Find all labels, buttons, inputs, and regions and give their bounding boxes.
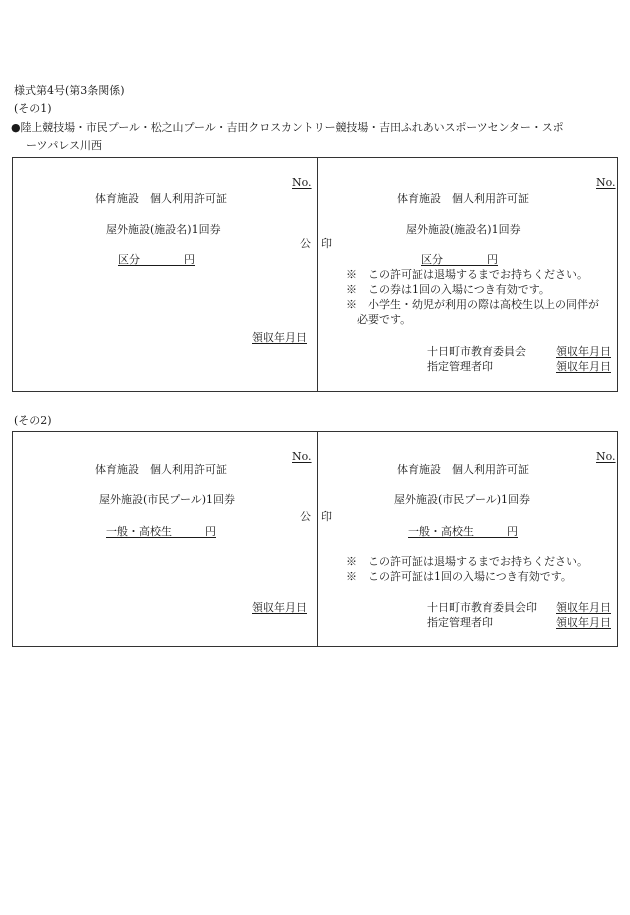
facilities-line-2: ーツパレス川西 [26,139,103,152]
ticket-1-right-no: No. [596,176,616,189]
ticket-1-right-receipt-date-2: 領収年月日 [556,360,611,373]
form-number: 様式第4号(第3条関係) [14,84,125,97]
part2-label: (その2) [14,414,52,427]
ticket-2-manager: 指定管理者印 [427,616,493,629]
ticket-2-stamp-right: 印 [321,510,332,523]
ticket-2-right-no: No. [596,450,616,463]
ticket-1-stamp-left: 公 [300,237,311,250]
ticket-2-right-receipt-date-1: 領収年月日 [556,601,611,614]
ticket-2-left-title: 体育施設 個人利用許可証 [95,463,227,476]
ticket-1-left-ticket-type: 屋外施設(施設名)1回券 [106,223,221,236]
ticket-2-left-no: No. [292,450,312,463]
ticket-2 [12,431,618,647]
ticket-1-stamp-right: 印 [321,237,332,250]
note-item: 必要です。 [346,312,412,326]
ticket-2-left-receipt-date: 領収年月日 [252,601,307,614]
note-item: ※ この許可証は1回の入場につき有効です。 [346,569,572,583]
ticket-2-right-title: 体育施設 個人利用許可証 [397,463,529,476]
ticket-2-left-ticket-type: 屋外施設(市民プール)1回券 [99,493,236,506]
ticket-1-right-fee: 区分 円 [421,253,498,266]
ticket-2-divider [317,432,318,646]
ticket-1-divider [317,158,318,391]
ticket-1-left-receipt-date: 領収年月日 [252,331,307,344]
ticket-1-right-title: 体育施設 個人利用許可証 [397,192,529,205]
note-item: ※ この券は1回の入場につき有効です。 [346,282,550,296]
ticket-1-left-fee: 区分 円 [118,253,195,266]
part1-label: (その1) [14,102,52,115]
ticket-2-issuer: 十日町市教育委員会印 [427,601,537,614]
ticket-1-left-title: 体育施設 個人利用許可証 [95,192,227,205]
facilities-line-1: ●陸上競技場・市民プール・松之山プール・吉田クロスカントリー競技場・吉田ふれあいスポーツセンター・スポ [11,121,564,134]
note-item: ※ この許可証は退場するまでお持ちください。 [346,555,588,568]
ticket-2-stamp-left: 公 [300,510,311,523]
ticket-2-notes [346,555,588,585]
ticket-2-left-fee: 一般・高校生 円 [106,525,216,538]
ticket-1-right-receipt-date-1: 領収年月日 [556,345,611,358]
ticket-1-manager: 指定管理者印 [427,360,493,373]
ticket-1-left-no: No. [292,176,312,189]
ticket-1-right-ticket-type: 屋外施設(施設名)1回券 [406,223,521,236]
ticket-1 [12,157,618,392]
ticket-2-right-ticket-type: 屋外施設(市民プール)1回券 [394,493,531,506]
ticket-2-right-receipt-date-2: 領収年月日 [556,616,611,629]
ticket-2-right-fee: 一般・高校生 円 [408,525,518,538]
note-item: ※ 小学生・幼児が利用の際は高校生以上の同伴が [346,297,599,311]
ticket-1-issuer: 十日町市教育委員会 [427,345,526,358]
ticket-1-notes [346,268,599,327]
note-item: ※ この許可証は退場するまでお持ちください。 [346,268,588,281]
